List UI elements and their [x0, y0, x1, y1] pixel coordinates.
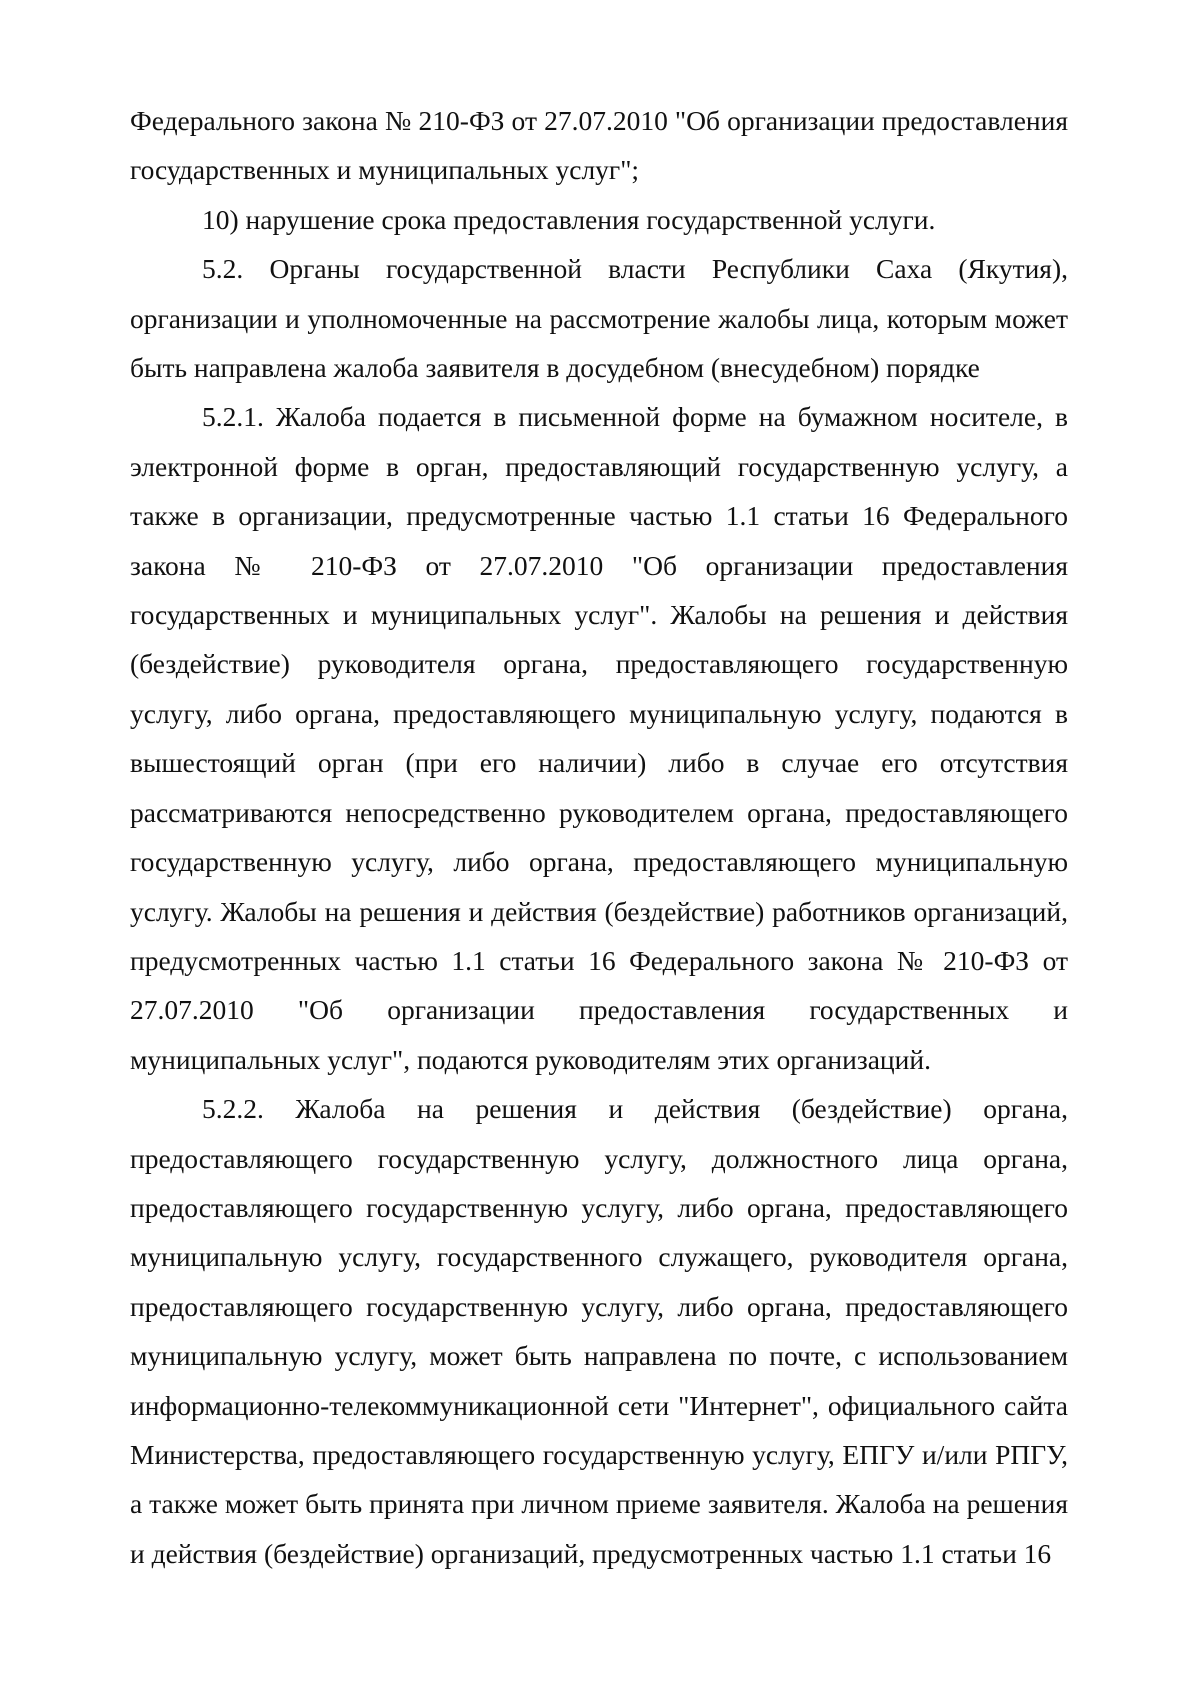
paragraph-section-5-2-1: 5.2.1. Жалоба подается в письменной форме на бумажном носителе, в электронной форме в орган, предоставляющий государственную услугу, а также в организации, предусмотренные частью 1.1 статьи 16 Федерального закона № 210-ФЗ от 27.07.2010 "Об организации предоставления государственных и муниципальных услуг". Жалобы на решения и действия (бездействие) руководителя органа, предоставляющего государственную услугу, либо органа, предоставляющего муниципальную услугу, подаются в вышестоящий орган (при его наличии) либо в случае его отсутствия рассматриваются непосредственно руководителем органа, предоставляющего государственную услугу, либо органа, предоставляющего муниципальную услугу. Жалобы на решения и действия (бездействие) работников организаций, предусмотренных частью 1.1 статьи 16 Федерального закона № 210-ФЗ от 27.07.2010 "Об организации предоставления государственных и муниципальных услуг", подаются руководителям этих организаций.: [130, 401, 1068, 1075]
document-body: [130, 96, 1068, 1578]
paragraph-continuation: Федерального закона № 210-ФЗ от 27.07.2010 "Об организации предоставления государственных и муниципальных услуг";: [130, 105, 1068, 186]
paragraph-item-10: 10) нарушение срока предоставления государственной услуги.: [202, 203, 936, 235]
paragraph-section-5-2: 5.2. Органы государственной власти Республики Саха (Якутия), организации и уполномоченные на рассмотрение жалобы лица, которым может быть направлена жалоба заявителя в досудебном (внесудебном) порядке: [130, 253, 1068, 384]
paragraph-section-5-2-2: 5.2.2. Жалоба на решения и действия (бездействие) органа, предоставляющего государственную услугу, должностного лица органа, предоставляющего государственную услугу, либо органа, предоставляющего муниципальную услугу, государственного служащего, руководителя органа, предоставляющего государственную услугу, либо органа, предоставляющего муниципальную услугу, может быть направлена по почте, с использованием информационно-телекоммуникационной сети "Интернет", официального сайта Министерства, предоставляющего государственную услугу, ЕПГУ и/или РПГУ, а также может быть принята при личном приеме заявителя. Жалоба на решения и действия (бездействие) организаций, предусмотренных частью 1.1 статьи 16: [130, 1093, 1068, 1569]
